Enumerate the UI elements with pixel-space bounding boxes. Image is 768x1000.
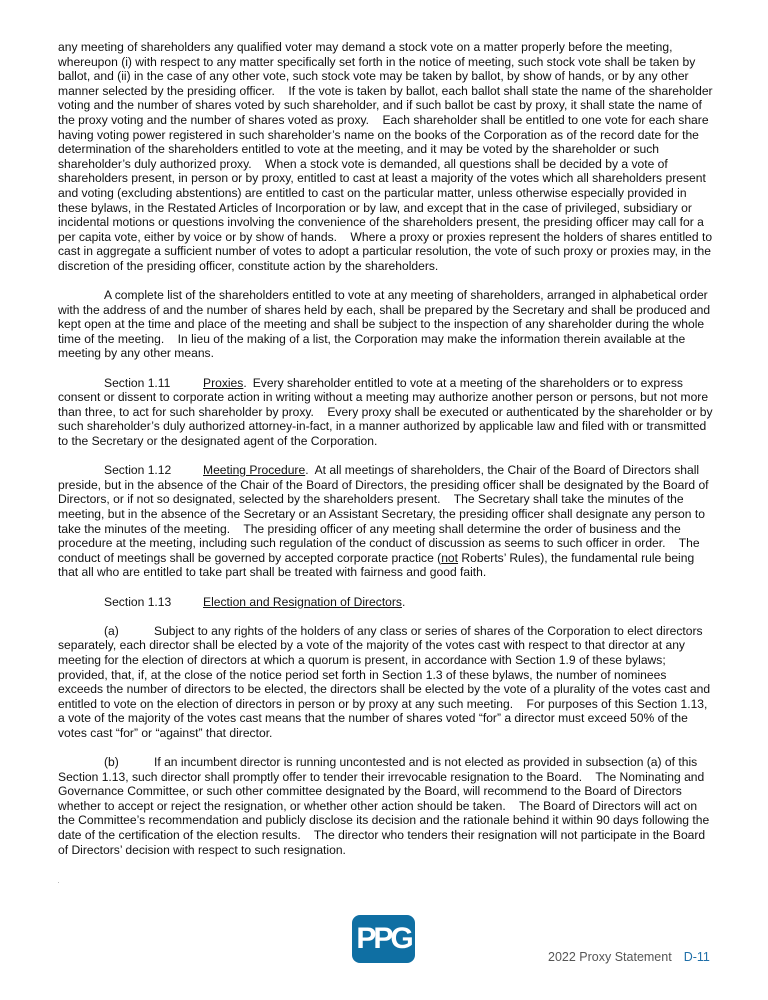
section-title: Proxies [203,375,244,390]
ppg-logo [352,915,415,963]
intro-paragraph: any meeting of shareholders any qualified voter may demand a stock vote on a matter properly before the meeting, whereupon (i) with respect to any matter specifically set forth in the notice of meeting, such stock vote shall be taken by ballot, and (ii) in the case of any other vote, such stock vote may be taken by ballot, by show of hands, or by any other manner selected by the presiding officer. If the vote is taken by ballot, each ballot shall state the name of the shareholder voting and the number of shares voted by such shareholder, and if such ballot be cast by proxy, it shall state the name of the proxy voting and the number of shares voted as proxy. Each shareholder shall be entitled to one vote for each share having voting power registered in such shareholder’s name on the books of the Corporation as of the record date for the determination of the shareholders entitled to vote at the meeting, and it may be voted by the shareholder or such shareholder’s duly authorized proxy. When a stock vote is demanded, all questions shall be decided by a vote of shareholders present, in person or by proxy, entitled to cast at least a majority of the votes which all shareholders present and voting (excluding abstentions) are entitled to cast on the particular matter, unless otherwise especially provided in these bylaws, in the Restated Articles of Incorporation or by law, and except that in the case of privileged, subsidiary or incidental motions or questions involving the convenience of the shareholders present, the presiding officer may call for a per capita vote, either by voice or by show of hands. Where a proxy or proxies represent the holders of shares entitled to cast in aggregate a sufficient number of votes to adopt a particular resolution, the vote of such proxy or proxies may, in the discretion of the presiding officer, constitute action by the shareholders. [58,40,716,273]
section-body-emphasis: not [441,550,459,565]
subsection-a [58,624,713,741]
section-body-end: Roberts’ Rules), the fundamental rule being that all who are entitled to take part shall be treated with fairness and good faith. [58,550,698,580]
section-1-11: Section 1.11 Proxies. Every shareholder entitled to vote at a meeting of the shareholders or to express consent or dissent to corporate action in writing without a meeting may authorize another person or persons, but not more than three, to act for such shareholder by proxy. Every proxy shall be executed or authenticated by the shareholder or by such shareholder’s duly authorized attorney-in-fact, in a manner authorized by applicable law and filed with or transmitted to the Secretary or the designated agent of the Corporation. [58,375,716,449]
section-body: At all meetings of shareholders, the Chair of the Board of Directors shall preside, but in the absence of the Chair of the Board of Directors, the presiding officer shall be designated by the Board of Directors, or if not so designated, selected by the shareholders present. The Secretary shall take the minutes of the meeting, but in the absence of the Secretary or an Assistant Secretary, the presiding officer shall designate any person to take the minutes of the meeting. The presiding officer of any meeting shall determine the order of business and the procedure at the meeting, including such regulation of the conduct of discussion as seems to such officer in order. The conduct of meetings shall be governed by accepted corporate practice ( [58,463,712,565]
stray-mark [58,882,59,883]
subsection-body: If an incumbent director is running uncontested and is not elected as provided in subsection (a) of this Section 1.13, such director shall promptly offer to tender their irrevocable resignation to the Board. The Nominating and Governance Committee, or such other committee designated by the Board, will recommend to the Board of Directors whether to accept or reject the resignation, or whether other action should be taken. The Board of Directors will act on the Committee’s recommendation and publicly disclose its decision and the rationale behind it within 90 days following the date of the certification of the election results. The director who tenders their resignation will not participate in the Board of Directors’ decision with respect to such resignation. [58,755,713,857]
section-title: Meeting Procedure [203,463,306,478]
subsection-label: (b) [104,755,119,770]
document-page [58,40,716,872]
section-1-13-heading: Section 1.13 Election and Resignation of Directors. [104,594,406,609]
section-body: Every shareholder entitled to vote at a meeting of the shareholders or to express consent or dissent to corporate action in writing without a meeting may authorize another person or persons, but not more than three, to act for such shareholder by proxy. Every proxy shall be executed or authenticated by the shareholder or by such shareholder’s duly authorized attorney-in-fact, in a manner authorized by applicable law and filed with or transmitted to the Secretary or the designated agent of the Corporation. [58,375,716,449]
subsection-body: Subject to any rights of the holders of any class or series of shares of the Corporation to elect directors separately, each director shall be elected by a vote of the majority of the votes cast with respect to that director at any meeting for the election of directors at which a quorum is present, in accordance with Section 1.9 of these bylaws; provided, that, if, at the close of the notice period set forth in Section 1.3 of these bylaws, the number of nominees exceeds the number of directors to be elected, the directors shall be elected by the vote of a plurality of the votes cast and entitled to vote on the election of directors in person or by proxy at any such meeting. For purposes of this Section 1.13, a vote of the majority of the votes cast means that the number of shares voted “for” a director must exceed 50% of the votes cast “for” or “against” that director. [58,623,714,740]
shareholder-list-text: A complete list of the shareholders entitled to vote at any meeting of shareholders, arranged in alphabetical order with the address of and the number of shares held by each, shall be prepared by the Secretary and shall be produced and kept open at the time and place of the meeting and shall be subject to the inspection of any shareholder during the whole time of the meeting. In lieu of the making of a list, the Corporation may make the information therein available at the meeting by any other means. [58,288,714,361]
publication-title: 2022 Proxy Statement [548,950,672,964]
page-number: D-11 [683,950,710,964]
page-footer [548,950,710,964]
section-number: Section 1.12 [104,463,172,478]
section-number: Section 1.11 [104,375,171,390]
shareholder-list-paragraph [58,288,713,361]
subsection-b [58,755,713,857]
section-title: Election and Resignation of Directors [203,594,402,609]
section-number: Section 1.13 [104,594,172,609]
subsection-label: (a) [104,623,119,638]
logo-text: PPG [356,922,411,955]
section-1-12: Section 1.12 Meeting Procedure. At all meetings of shareholders, the Chair of the Board of Directors shall preside, but in the absence of the Chair of the Board of Directors, the presiding officer shall be designated by the Board of Directors, or if not so designated, selected by the shareholders present. The Secretary shall take the minutes of the meeting, but in the absence of the Secretary or an Assistant Secretary, the presiding officer shall designate any person to take the minutes of the meeting. The presiding officer of any meeting shall determine the order of business and the procedure at the meeting, including such regulation of the conduct of discussion as seems to such officer in order. The conduct of meetings shall be governed by accepted corporate practice (not Roberts’ Rules), the fundamental rule being that all who are entitled to take part shall be treated with fairness and good faith. [58,463,712,580]
